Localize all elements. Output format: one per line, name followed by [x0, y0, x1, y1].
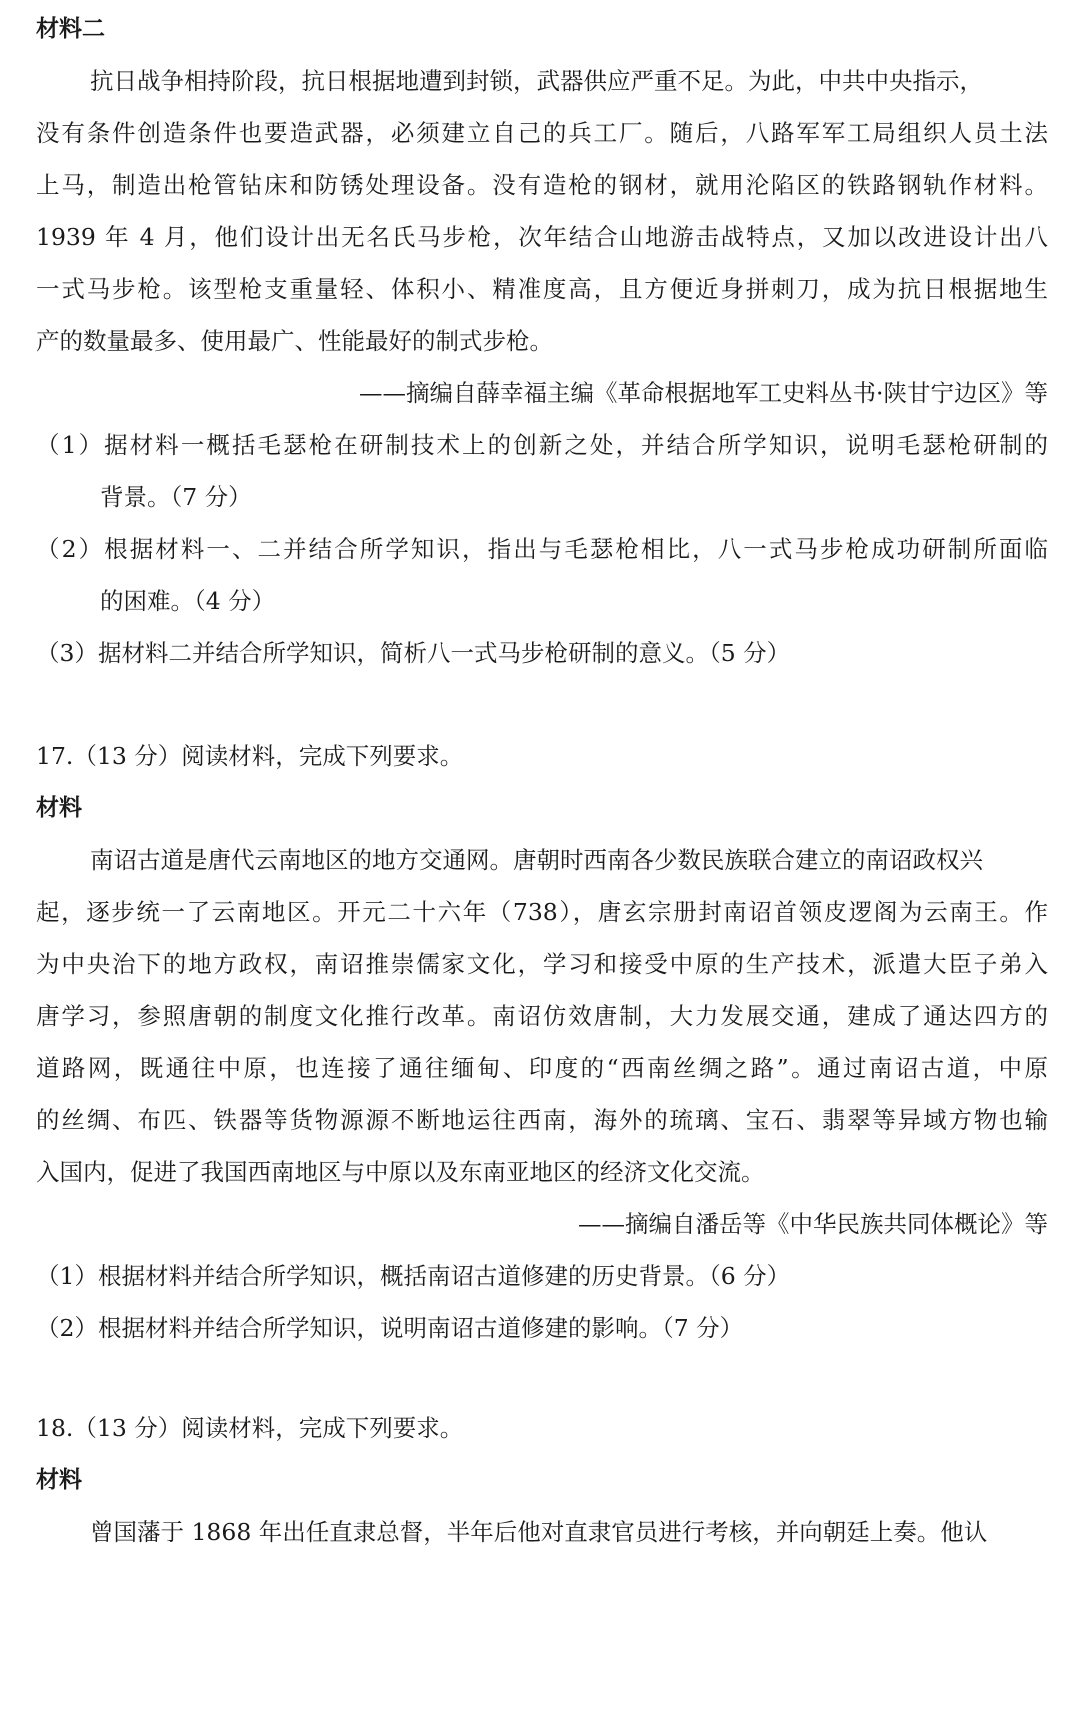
material2-line: 1939 年 4 月，他们设计出无名氏马步枪，次年结合山地游击战特点，又加以改进设计出八 [36, 223, 1048, 251]
material2-line: 没有条件创造条件也要造武器，必须建立自己的兵工厂。随后，八路军军工局组织人员土法 [36, 119, 1048, 147]
material2-line: 产的数量最多、使用最广、性能最好的制式步枪。 [36, 327, 553, 355]
question-17-title: 17.（13 分）阅读材料，完成下列要求。 [36, 742, 464, 770]
question-16-3: （3）据材料二并结合所学知识，简析八一式马步枪研制的意义。（5 分） [36, 639, 791, 667]
question-17-material-line: 为中央治下的地方政权，南诏推崇儒家文化，学习和接受中原的生产技术，派遣大臣子弟入 [36, 950, 1048, 978]
question-18-material-heading: 材料 [36, 1467, 82, 1493]
question-17-material-line: 的丝绸、布匹、铁器等货物源源不断地运往西南，海外的琉璃、宝石、翡翠等异域方物也输 [36, 1106, 1048, 1134]
question-18-material-line: 曾国藩于 1868 年出任直隶总督，半年后他对直隶官员进行考核，并向朝廷上奏。他认 [90, 1518, 988, 1546]
question-17-2: （2）根据材料并结合所学知识，说明南诏古道修建的影响。（7 分） [36, 1314, 744, 1342]
question-16-1-cont: 背景。（7 分） [100, 483, 252, 511]
material2-heading: 材料二 [36, 16, 105, 42]
material2-source: ——摘编自薛幸福主编《革命根据地军工史料丛书·陕甘宁边区》等 [359, 379, 1048, 407]
material2-line: 上马，制造出枪管钻床和防锈处理设备。没有造枪的钢材，就用沦陷区的铁路钢轨作材料。 [36, 171, 1048, 199]
question-16-2-cont: 的困难。（4 分） [100, 587, 276, 615]
question-16-2: （2）根据材料一、二并结合所学知识，指出与毛瑟枪相比，八一式马步枪成功研制所面临 [36, 535, 1048, 563]
material2-line: 一式马步枪。该型枪支重量轻、体积小、精准度高，且方便近身拼刺刀，成为抗日根据地生 [36, 275, 1048, 303]
question-17-material-line: 道路网，既通往中原，也连接了通往缅甸、印度的“西南丝绸之路”。通过南诏古道，中原 [36, 1054, 1048, 1082]
question-17-material-heading: 材料 [36, 795, 82, 821]
question-16-1: （1）据材料一概括毛瑟枪在研制技术上的创新之处，并结合所学知识，说明毛瑟枪研制的 [36, 431, 1048, 459]
question-17-1: （1）根据材料并结合所学知识，概括南诏古道修建的历史背景。（6 分） [36, 1262, 791, 1290]
question-17-source: ——摘编自潘岳等《中华民族共同体概论》等 [578, 1210, 1048, 1238]
question-17-material-line: 唐学习，参照唐朝的制度文化推行改革。南诏仿效唐制，大力发展交通，建成了通达四方的 [36, 1002, 1048, 1030]
material2-line: 抗日战争相持阶段，抗日根据地遭到封锁，武器供应严重不足。为此，中共中央指示， [90, 67, 983, 95]
question-18-title: 18.（13 分）阅读材料，完成下列要求。 [36, 1414, 464, 1442]
question-17-material-line: 南诏古道是唐代云南地区的地方交通网。唐朝时西南各少数民族联合建立的南诏政权兴 [90, 846, 983, 874]
question-17-material-line: 入国内，促进了我国西南地区与中原以及东南亚地区的经济文化交流。 [36, 1158, 765, 1186]
question-17-material-line: 起，逐步统一了云南地区。开元二十六年（738），唐玄宗册封南诏首领皮逻阁为云南王。作 [36, 898, 1048, 926]
